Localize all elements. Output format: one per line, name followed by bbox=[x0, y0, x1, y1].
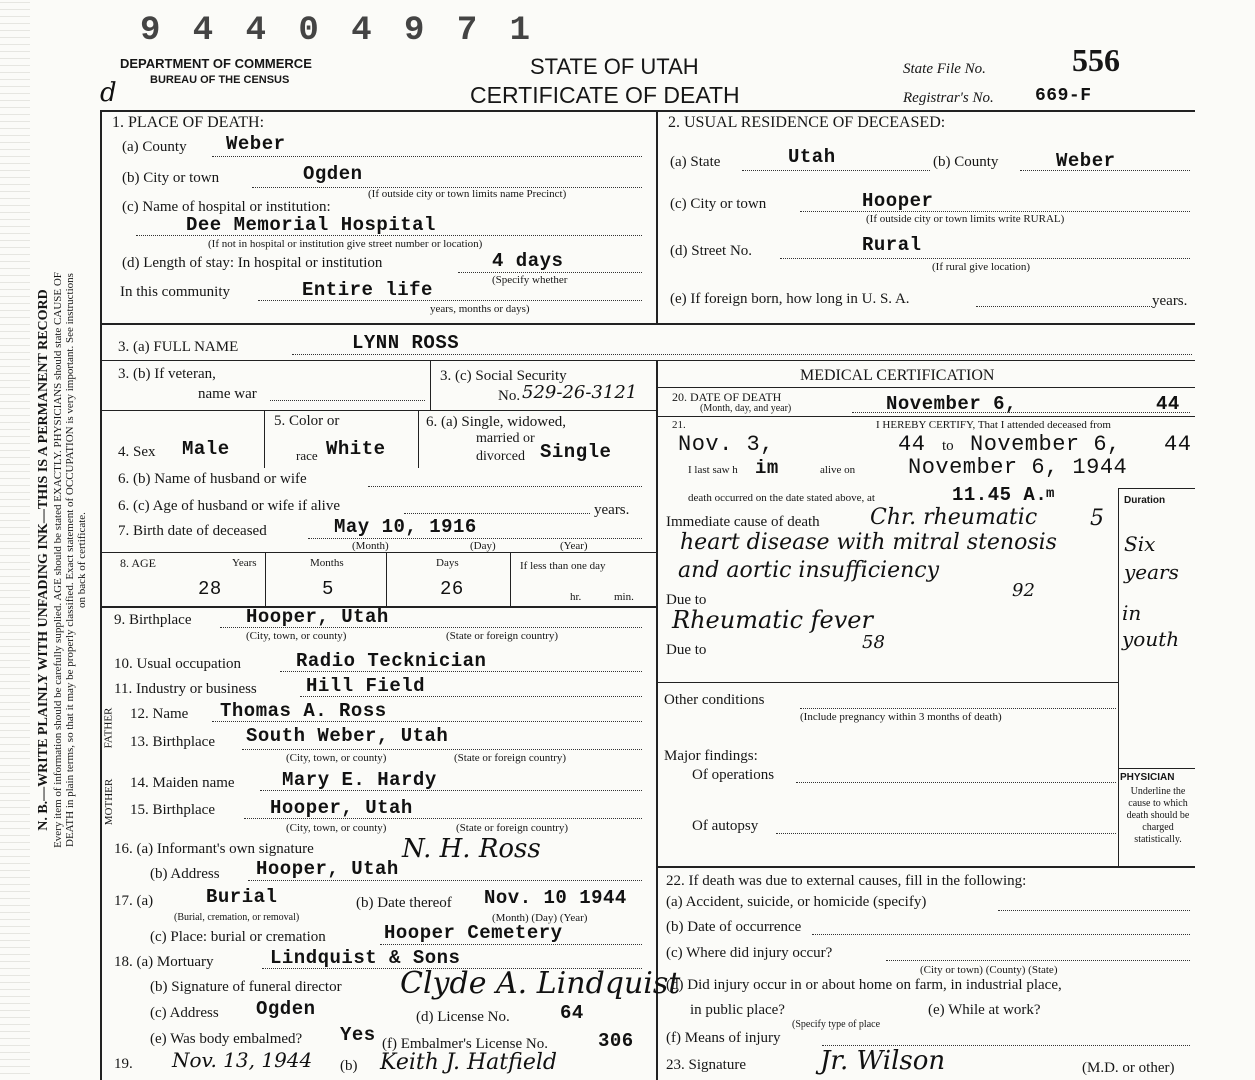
mother-tag: MOTHER bbox=[103, 778, 116, 826]
age-label: 8. AGE bbox=[120, 556, 156, 570]
father-name: Thomas A. Ross bbox=[220, 700, 387, 722]
race-value: White bbox=[326, 438, 386, 460]
death-county-label: (a) County bbox=[122, 139, 187, 155]
mother-bp-note-1: (City, town, or county) bbox=[286, 822, 387, 834]
cause-code: 92 bbox=[1012, 580, 1035, 601]
director-signature: Clyde A. Lindquist bbox=[400, 966, 681, 1001]
embalmer-license: 306 bbox=[598, 1030, 634, 1052]
hospital-label: (c) Name of hospital or institution: bbox=[122, 199, 331, 215]
divider-sex-color bbox=[264, 410, 265, 468]
director-label: (b) Signature of funeral director bbox=[150, 979, 342, 995]
father-bp-note-1: (City, town, or county) bbox=[286, 752, 387, 764]
hospital-name: Dee Memorial Hospital bbox=[186, 214, 436, 236]
cause-line-2: heart disease with mitral stenosis bbox=[680, 530, 1057, 555]
full-name: LYNN ROSS bbox=[352, 332, 460, 354]
where-label: (c) Where did injury occur? bbox=[666, 945, 833, 961]
embalmer-label: (f) Embalmer's License No. bbox=[382, 1036, 548, 1052]
res-city-label: (c) City or town bbox=[670, 196, 767, 212]
informant-address: Hooper, Utah bbox=[256, 858, 399, 880]
community-value: Entire life bbox=[302, 279, 433, 301]
state-file-number: 556 bbox=[1072, 42, 1120, 78]
marital-value: Single bbox=[540, 441, 612, 463]
lastsaw-him: im bbox=[755, 457, 779, 479]
burial-method-note: (Burial, cremation, or removal) bbox=[174, 912, 300, 923]
occurrence-label: (b) Date of occurrence bbox=[666, 919, 802, 935]
state-title: STATE OF UTAH bbox=[530, 54, 699, 79]
sex-label: 4. Sex bbox=[118, 444, 156, 460]
dod-label: 20. DATE OF DEATH bbox=[672, 390, 782, 404]
burial-place-label: (c) Place: burial or cremation bbox=[150, 929, 326, 945]
registrar-label: Registrar's No. bbox=[903, 90, 994, 106]
divider-cause bbox=[656, 682, 1118, 683]
due1-value: Rheumatic fever bbox=[672, 606, 873, 634]
due-code: 58 bbox=[862, 632, 885, 653]
foreign-unit: years. bbox=[1152, 293, 1188, 309]
age-months-label: Months bbox=[310, 557, 344, 569]
fullname-label: 3. (a) FULL NAME bbox=[118, 339, 239, 355]
res-state-label: (a) State bbox=[670, 154, 721, 170]
operations-label: Of operations bbox=[692, 767, 775, 783]
autopsy-label: Of autopsy bbox=[692, 818, 759, 834]
public-label: in public place? bbox=[690, 1002, 785, 1018]
burial-method-label: 17. (a) bbox=[114, 893, 154, 909]
divider-age-3 bbox=[510, 552, 511, 606]
certificate-title: CERTIFICATE OF DEATH bbox=[470, 82, 740, 108]
marital-label-2: married or bbox=[476, 431, 535, 446]
side-instructions bbox=[36, 60, 88, 1060]
signature-label: 23. Signature bbox=[666, 1057, 746, 1073]
divider-external bbox=[656, 866, 1195, 868]
age-hr-label: hr. bbox=[570, 591, 582, 603]
divider-dod bbox=[656, 416, 1195, 417]
place-of-death-heading: 1. PLACE OF DEATH: bbox=[112, 114, 265, 131]
dept-label: DEPARTMENT OF COMMERCE bbox=[120, 56, 312, 71]
hospital-note: (If not in hospital or institution give street number or location) bbox=[208, 238, 483, 250]
bp-note-2: (State or foreign country) bbox=[446, 630, 559, 642]
industry-value: Hill Field bbox=[306, 675, 426, 697]
certify-num: 21. bbox=[672, 419, 686, 431]
industry-label: 11. Industry or business bbox=[114, 681, 257, 697]
divider-duration-top bbox=[1118, 488, 1195, 489]
ssn-label: 3. (c) Social Security bbox=[440, 368, 567, 384]
accident-label: (a) Accident, suicide, or homicide (specify) bbox=[666, 894, 927, 910]
attended-from: Nov. 3, bbox=[678, 432, 774, 457]
side-line-1: N. B.—WRITE PLAINLY WITH UNFADING INK—THIS IS A PERMANENT RECORD bbox=[36, 289, 51, 831]
res-state: Utah bbox=[788, 146, 836, 168]
filed-label: 19. bbox=[114, 1056, 133, 1072]
burial-place: Hooper Cemetery bbox=[384, 922, 563, 944]
home-label: (d) Did injury occur in or about home on farm, in industrial place, bbox=[666, 977, 1062, 993]
attended-from-year: 44 bbox=[898, 432, 926, 457]
birthplace-label: 9. Birthplace bbox=[114, 612, 192, 628]
sex-value: Male bbox=[182, 438, 230, 460]
age-years: 28 bbox=[198, 578, 222, 600]
divider-medical-head bbox=[656, 387, 1195, 388]
informant-signature: N. H. Ross bbox=[402, 834, 541, 864]
state-file-label: State File No. bbox=[903, 61, 986, 77]
embalmed-label: (e) Was body embalmed? bbox=[150, 1031, 303, 1047]
certify-text: I HEREBY CERTIFY, That I attended deceased from bbox=[876, 419, 1111, 431]
attended-to-year: 44 bbox=[1164, 432, 1192, 457]
birthplace-value: Hooper, Utah bbox=[246, 606, 389, 628]
license-label: (d) License No. bbox=[416, 1009, 510, 1025]
divider-age-2 bbox=[386, 552, 387, 606]
divider-row-veteran bbox=[100, 410, 656, 411]
serial-number: 9 4 4 0 4 9 7 1 bbox=[140, 12, 537, 50]
occupation-label: 10. Usual occupation bbox=[114, 656, 242, 672]
embalmed-value: Yes bbox=[340, 1024, 376, 1046]
lastsaw-label: I last saw h bbox=[688, 464, 738, 476]
physician-signature: Jr. Wilson bbox=[820, 1046, 946, 1076]
war-label: name war bbox=[198, 386, 257, 402]
physician-note: Underline the cause to which death should be charged statistically. bbox=[1126, 786, 1190, 845]
birthdate-label: 7. Birth date of deceased bbox=[118, 523, 267, 539]
color-label: 5. Color or bbox=[274, 413, 340, 429]
res-street-note: (If rural give location) bbox=[932, 261, 1031, 273]
external-label: 22. If death was due to external causes, fill in the following: bbox=[666, 873, 1027, 889]
specify-note: (Specify whether bbox=[492, 274, 568, 286]
filed-date: Nov. 13, 1944 bbox=[172, 1048, 313, 1072]
other-note: (Include pregnancy within 3 months of death) bbox=[800, 711, 1002, 723]
occupation-value: Radio Tecknician bbox=[296, 650, 487, 672]
mortuary-address-label: (c) Address bbox=[150, 1005, 219, 1021]
age-days-label: Days bbox=[436, 557, 459, 569]
ymd-note: years, months or days) bbox=[430, 303, 530, 315]
father-bp-note-2: (State or foreign country) bbox=[454, 752, 567, 764]
res-city: Hooper bbox=[862, 190, 934, 212]
divider-duration bbox=[1118, 488, 1119, 866]
side-line-3: DEATH in plain terms, so that it may be properly classified. Exact statement of OCCUPATION is very important. See instructions bbox=[64, 273, 76, 847]
specify-place-note: (Specify type of place bbox=[792, 1019, 881, 1030]
age-months: 5 bbox=[322, 578, 334, 600]
means-label: (f) Means of injury bbox=[666, 1030, 781, 1046]
mother-name: Mary E. Hardy bbox=[282, 769, 437, 791]
bp-note-1: (City, town, or county) bbox=[246, 630, 347, 642]
spouse-age-label: 6. (c) Age of husband or wife if alive bbox=[118, 498, 341, 514]
dod-note: (Month, day, and year) bbox=[700, 403, 792, 414]
father-tag: FATHER bbox=[102, 707, 115, 749]
death-time: 11.45 A. bbox=[952, 484, 1048, 506]
attended-to-label: to bbox=[942, 438, 954, 454]
divider-row3 bbox=[100, 323, 1195, 325]
father-bp-label: 13. Birthplace bbox=[130, 734, 215, 750]
death-county: Weber bbox=[226, 133, 286, 155]
divider-center-top bbox=[656, 110, 658, 325]
foreign-label: (e) If foreign born, how long in U. S. A. bbox=[670, 291, 910, 307]
res-street-label: (d) Street No. bbox=[670, 243, 753, 259]
age-years-label: Years bbox=[232, 557, 257, 569]
medical-heading: MEDICAL CERTIFICATION bbox=[800, 367, 995, 384]
duration-2: Six years bbox=[1124, 532, 1179, 584]
divider-ssn bbox=[430, 360, 431, 410]
duration-1: 5 bbox=[1090, 506, 1104, 531]
divider-age-1 bbox=[265, 552, 266, 606]
frame-top bbox=[100, 110, 1195, 112]
stay-label: (d) Length of stay: In hospital or institution bbox=[122, 255, 383, 271]
left-edge-perforation bbox=[0, 0, 30, 1080]
cause-line-1: Chr. rheumatic bbox=[870, 505, 1038, 530]
divider-age-top bbox=[100, 552, 656, 553]
physician-title: PHYSICIAN bbox=[1120, 772, 1175, 783]
occurred-label: death occurred on the date stated above, at bbox=[688, 492, 875, 504]
license-value: 64 bbox=[560, 1002, 584, 1024]
mortuary-value: Lindquist & Sons bbox=[270, 947, 461, 969]
birth-day-label: (Day) bbox=[470, 540, 496, 552]
death-city-note: (If outside city or town limits name Precinct) bbox=[368, 188, 567, 200]
registrar-signature: Keith J. Hatfield bbox=[380, 1050, 557, 1075]
divider-physician-top bbox=[1118, 768, 1195, 769]
res-county-label: (b) County bbox=[933, 154, 999, 170]
informant-sig-label: 16. (a) Informant's own signature bbox=[114, 841, 314, 857]
res-county: Weber bbox=[1056, 150, 1116, 172]
age-min-label: min. bbox=[614, 591, 634, 603]
birth-year-label: (Year) bbox=[560, 540, 588, 552]
duration-label: Duration bbox=[1124, 495, 1166, 506]
birthdate-value: May 10, 1916 bbox=[334, 516, 477, 538]
mother-bp-note-2: (State or foreign country) bbox=[456, 822, 569, 834]
mother-bp-label: 15. Birthplace bbox=[130, 802, 215, 818]
alive-label: alive on bbox=[820, 464, 856, 476]
divider-color-marital bbox=[418, 410, 419, 468]
dod-value: November 6, bbox=[886, 393, 1017, 415]
mortuary-address: Ogden bbox=[256, 998, 316, 1020]
where-note: (City or town) (County) (State) bbox=[920, 964, 1058, 976]
res-city-note: (If outside city or town limits write RURAL) bbox=[866, 213, 1065, 225]
attended-to: November 6, bbox=[970, 432, 1121, 457]
age-lessday-label: If less than one day bbox=[520, 560, 606, 572]
death-time-m: m bbox=[1046, 486, 1055, 502]
father-bp: South Weber, Utah bbox=[246, 725, 449, 747]
marital-label-3: divorced bbox=[476, 449, 525, 464]
corner-mark: d bbox=[100, 78, 117, 108]
race-label: race bbox=[296, 448, 318, 463]
burial-method: Burial bbox=[206, 886, 278, 908]
residence-heading: 2. USUAL RESIDENCE OF DECEASED: bbox=[668, 114, 946, 131]
duration-3: in youth bbox=[1122, 601, 1180, 651]
burial-date-label: (b) Date thereof bbox=[356, 895, 452, 911]
divider-row3b bbox=[100, 360, 1195, 361]
immediate-label: Immediate cause of death bbox=[666, 514, 820, 530]
res-street: Rural bbox=[862, 234, 922, 256]
dod-year: 44 bbox=[1156, 393, 1180, 415]
mother-bp: Hooper, Utah bbox=[270, 797, 413, 819]
cause-line-3: and aortic insufficiency bbox=[678, 558, 940, 583]
father-name-label: 12. Name bbox=[130, 706, 189, 722]
death-city-label: (b) City or town bbox=[122, 170, 220, 186]
mortuary-label: 18. (a) Mortuary bbox=[114, 954, 214, 970]
side-line-2: Every item of information should be carefully supplied. AGE should be stated EXACTLY. PHYSICIANS should state CAUSE OF bbox=[52, 272, 64, 848]
ssn-no-label: No. bbox=[498, 388, 521, 404]
birth-month-label: (Month) bbox=[352, 540, 389, 552]
death-city: Ogden bbox=[303, 163, 363, 185]
side-line-4: on back of certificate. bbox=[76, 512, 88, 608]
ssn-value: 529-26-3121 bbox=[522, 382, 638, 403]
marital-label-1: 6. (a) Single, widowed, bbox=[426, 414, 566, 430]
due1-label: Due to bbox=[666, 592, 707, 608]
lastsaw-date: November 6, 1944 bbox=[908, 455, 1128, 480]
stay-value: 4 days bbox=[492, 250, 564, 272]
age-days: 26 bbox=[440, 578, 464, 600]
other-label: Other conditions bbox=[664, 692, 765, 708]
registrar-number: 669-F bbox=[1035, 86, 1092, 106]
spouse-label: 6. (b) Name of husband or wife bbox=[118, 471, 307, 487]
maiden-label: 14. Maiden name bbox=[130, 775, 235, 791]
frame-left bbox=[100, 110, 102, 1080]
burial-date-note: (Month) (Day) (Year) bbox=[492, 912, 588, 924]
veteran-label: 3. (b) If veteran, bbox=[118, 366, 216, 382]
burial-date: Nov. 10 1944 bbox=[484, 887, 627, 909]
md-label: (M.D. or other) bbox=[1082, 1060, 1175, 1076]
filed-b-label: (b) bbox=[340, 1058, 358, 1074]
spouse-age-unit: years. bbox=[594, 502, 630, 518]
community-label: In this community bbox=[120, 284, 230, 300]
due2-label: Due to bbox=[666, 642, 707, 658]
work-label: (e) While at work? bbox=[928, 1002, 1041, 1018]
bureau-label: BUREAU OF THE CENSUS bbox=[150, 74, 290, 86]
major-label: Major findings: bbox=[664, 748, 758, 764]
informant-address-label: (b) Address bbox=[150, 866, 220, 882]
